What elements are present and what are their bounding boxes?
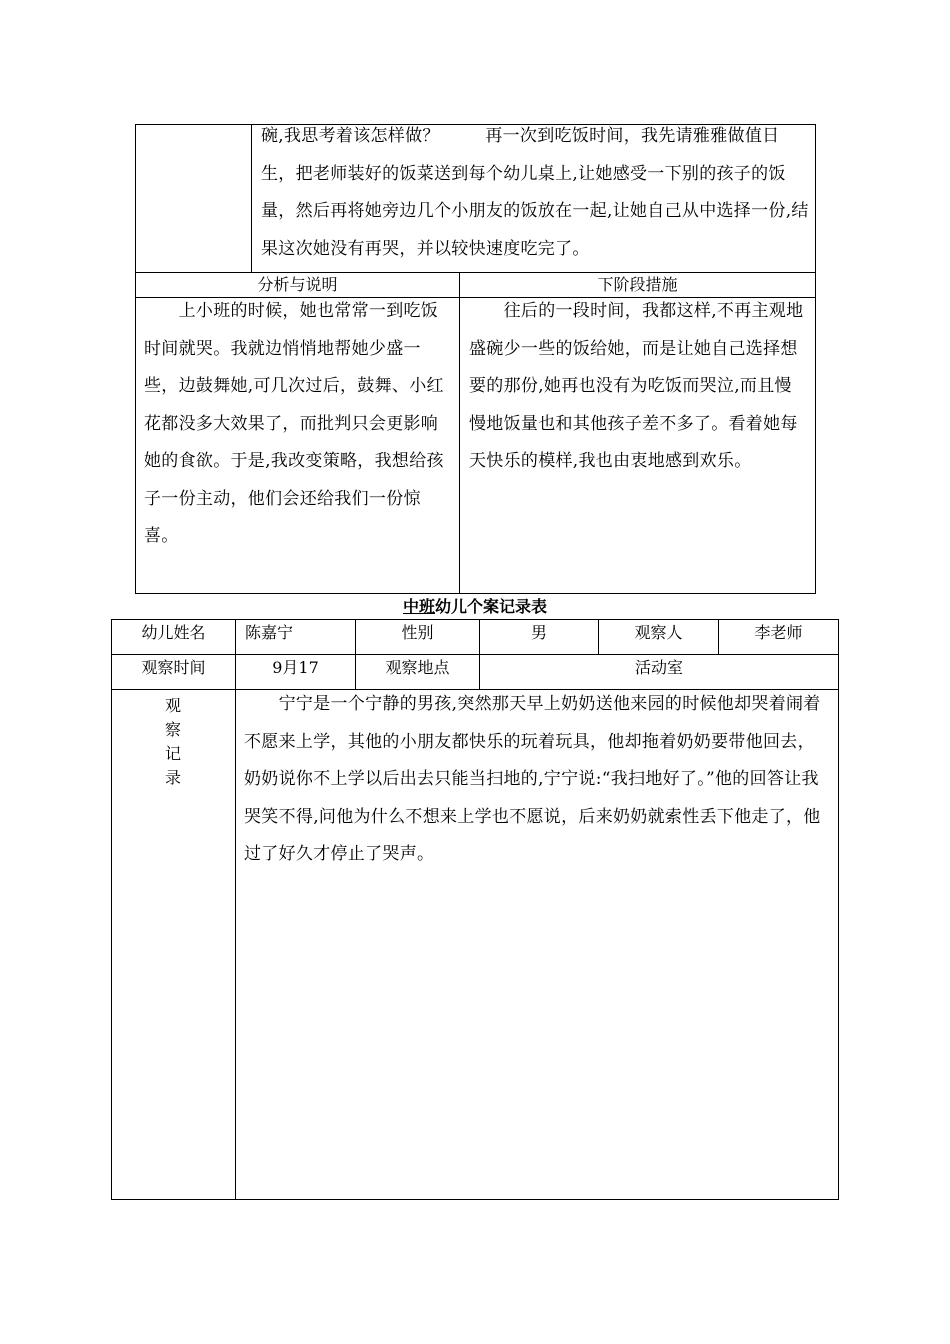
analysis-header: 分析与说明: [257, 275, 338, 294]
gender-label: 性别: [401, 623, 434, 642]
page-title: [0, 596, 950, 618]
time-label: 观察时间: [141, 658, 206, 677]
top-table-border-left: [135, 124, 136, 594]
observer-value: 李老师: [754, 623, 803, 642]
analysis-text: 上小班的时候，她也常常一到吃饭时间就哭。我就边悄悄地帮她少盛一些，边鼓舞她,可几次过后，鼓舞、小红花都没多大效果了，而批判只会更影响她的食欲。于是,我改变策略，我想给孩子一份主动，他们会还给我们一份惊喜。: [144, 301, 444, 546]
continuation-text: 碗,我思考着该怎样做？ 再一次到吃饭时间，我先请雅雅做值日生，把老师装好的饭菜送到每个幼儿桌上,让她感受一下别的孩子的饭量，然后再将她旁边几个小朋友的饭放在一起,让她自己从中选择一份,结果这次她没有再哭，并以较快速度吃完了。: [261, 126, 809, 259]
top-table-border-right: [815, 124, 816, 594]
top-table-col-divider-2: [459, 272, 460, 594]
record-label-char-3: 记: [164, 744, 181, 763]
record-table-border-top: [111, 619, 839, 620]
record-table-border-bottom: [111, 1199, 839, 1200]
place-label: 观察地点: [385, 658, 450, 677]
record-table-row-divider-1: [111, 654, 839, 655]
record-label-char-4: 录: [164, 768, 181, 787]
record-table-border-left: [111, 619, 112, 1200]
top-table-col-divider-1: [251, 124, 252, 273]
place-value: 活动室: [634, 658, 683, 677]
measures-text: 往后的一段时间，我都这样,不再主观地盛碗少一些的饭给她，而是让她自己选择想要的那份,她再也没有为吃饭而哭泣,而且慢慢地饭量也和其他孩子差不多了。看着她每天快乐的模样,我也由衷地感到欢乐。: [469, 301, 804, 471]
record-table-border-right: [838, 619, 839, 1200]
record-text: 宁宁是一个宁静的男孩,突然那天早上奶奶送他来园的时候他却哭着闹着不愿来上学，其他的小朋友都快乐的玩着玩具，他却拖着奶奶要带他回去，奶奶说你不上学以后出去只能当扫地的,宁宁说:“我扫地好了。”他的回答让我哭笑不得,问他为什么不想来上学也不愿说，后来奶奶就索性丢下他走了，他过了好久才停止了哭声。: [244, 694, 821, 864]
gender-value: 男: [530, 623, 547, 642]
record-label-char-1: 观: [164, 696, 181, 715]
measures-header: 下阶段措施: [597, 275, 678, 294]
title-underlined: 中班: [402, 597, 435, 616]
title-rest: 幼儿个案记录表: [435, 597, 548, 616]
observer-label: 观察人: [634, 623, 683, 642]
name-label: 幼儿姓名: [141, 623, 206, 642]
record-label-char-2: 察: [164, 720, 181, 739]
record-table-col-1: [235, 619, 236, 1200]
time-value: 9月17: [272, 658, 319, 677]
top-table-border-bottom: [135, 593, 816, 594]
name-value: 陈嘉宁: [245, 623, 294, 642]
